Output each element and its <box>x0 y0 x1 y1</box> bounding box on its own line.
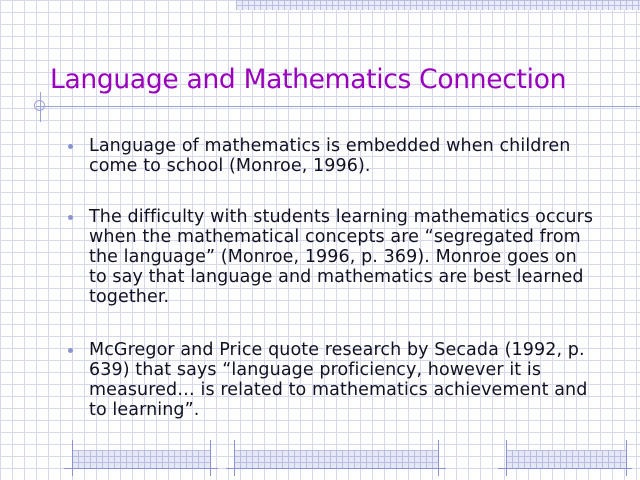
decorative-top-band <box>236 0 640 10</box>
bullet-text: Language of mathematics is embedded when children come to school (Monroe, 1996). <box>89 136 571 176</box>
decorative-footer-block <box>234 450 438 468</box>
bullet-dot-icon <box>68 215 73 220</box>
bullet-text: McGregor and Price quote research by Secada (1992, p. 639) that says “language proficiency, however it is measured… is related to mathematics achievement and to learning”. <box>89 340 588 420</box>
footer-rule <box>226 468 446 469</box>
footer-tick <box>438 440 439 476</box>
footer-rule <box>64 468 218 469</box>
footer-tick <box>72 440 73 476</box>
decorative-footer-block <box>506 450 626 468</box>
bullet-dot-icon <box>68 144 73 149</box>
title-underline <box>36 106 640 107</box>
slide-title: Language and Mathematics Connection <box>50 64 567 95</box>
footer-rule <box>498 468 632 469</box>
ring-marker-icon <box>34 100 45 111</box>
decorative-footer-block <box>72 450 210 468</box>
footer-tick <box>506 440 507 476</box>
footer-tick <box>626 440 627 476</box>
bullet-dot-icon <box>68 348 73 353</box>
footer-tick <box>210 440 211 476</box>
footer-tick <box>234 440 235 476</box>
bullet-text: The difficulty with students learning mathematics occurs when the mathematical concepts are “segregated from the language” (Monroe, 1996, p. 369). Monroe goes on to say that language and mathematics are best learned together. <box>89 207 594 307</box>
